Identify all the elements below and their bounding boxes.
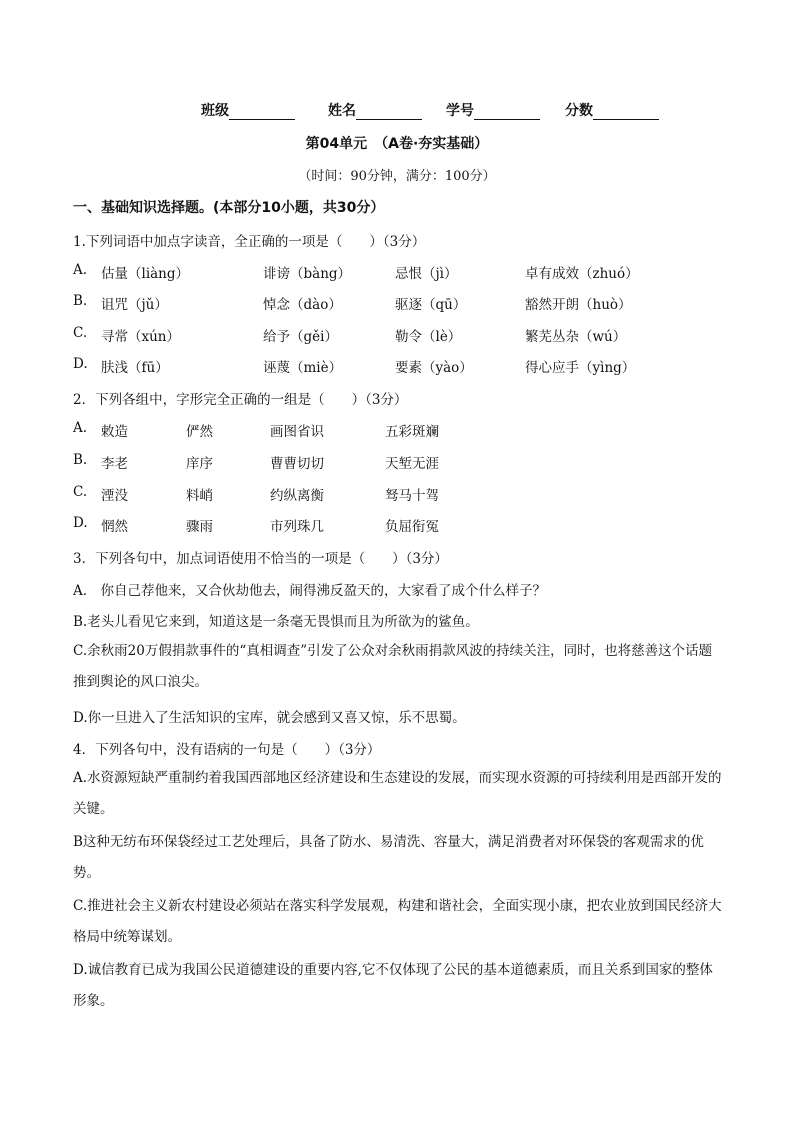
option-item: 李老: [101, 456, 128, 472]
question-3-option-c[interactable]: C.余秋雨20万假捐款事件的“真相调查”引发了公众对余秋雨捐款风波的持续关注，同时，也将慈善这个话题推到舆论的风口浪尖。: [73, 643, 713, 690]
option-item: 肤浅（fū）: [101, 360, 169, 376]
option-item: 给予（gěi）: [263, 329, 338, 345]
class-blank[interactable]: [229, 104, 295, 120]
score-blank[interactable]: [593, 104, 659, 120]
option-item: 敕造: [101, 424, 128, 440]
option-item: 诽谤（bàng）: [263, 266, 352, 282]
question-4-option-c[interactable]: C.推进社会主义新农村建设必须站在落实科学发展观，构建和谐社会，全面实现小康，把农业放到国民经济大格局中统筹谋划。: [73, 898, 722, 945]
option-letter: D.: [73, 515, 88, 531]
question-1-option-b[interactable]: [73, 293, 733, 313]
question-2-option-c[interactable]: [73, 484, 733, 504]
option-item: 豁然开朗（huò）: [525, 297, 632, 313]
option-item: 画图省识: [270, 424, 324, 440]
option-item: 庠序: [186, 456, 213, 472]
question-4-option-a[interactable]: A.水资源短缺严重制约着我国西部地区经济建设和生态建设的发展，而实现水资源的可持续利用是西部开发的关键。: [73, 770, 722, 817]
option-letter: A.: [73, 262, 88, 278]
option-item: 繁芜丛杂（wú）: [525, 329, 627, 345]
option-letter: C.: [73, 484, 88, 500]
option-letter: B.: [73, 293, 88, 309]
page-subtitle: （时间：90分钟，满分：100分）: [298, 169, 496, 184]
question-4-option-b[interactable]: B这种无纺布环保袋经过工艺处理后，具备了防水、易清洗、容量大，满足消费者对环保袋的客观需求的优势。: [73, 834, 704, 881]
score-field[interactable]: [565, 100, 659, 120]
option-item: 天堑无涯: [385, 456, 439, 472]
option-item: 惘然: [101, 519, 128, 535]
option-letter: A.: [73, 420, 88, 436]
section-heading: 一、基础知识选择题。(本部分10小题，共30分）: [73, 200, 385, 216]
option-item: 俨然: [186, 424, 213, 440]
option-item: 勒令（lè）: [395, 329, 462, 345]
question-1-option-a[interactable]: [73, 262, 733, 282]
page-title: 第04单元 （A卷·夯实基础）: [305, 136, 489, 152]
option-item: 曹曹切切: [270, 456, 324, 472]
question-2-stem: 2．下列各组中，字形完全正确的一组是（ ）（3分）: [73, 392, 408, 408]
student-info-fields: [0, 100, 794, 124]
option-item: 得心应手（yìng）: [525, 360, 636, 376]
option-item: 诅咒（jǔ）: [101, 297, 168, 313]
option-item: 负屈衔冤: [385, 519, 439, 535]
option-item: 五彩斑斓: [385, 424, 439, 440]
option-item: 约纵离衡: [270, 488, 324, 504]
option-item: 驽马十驾: [385, 488, 439, 504]
class-field[interactable]: [201, 100, 295, 120]
option-item: 悼念（dào）: [263, 297, 342, 313]
question-3-stem: 3．下列各句中，加点词语使用不恰当的一项是（ ）（3分）: [73, 551, 448, 567]
option-item: 寻常（xún）: [101, 329, 181, 345]
option-letter: D.: [73, 356, 88, 372]
option-item: 市列珠几: [270, 519, 324, 535]
name-field[interactable]: [328, 100, 422, 120]
question-3-option-d[interactable]: D.你一旦进入了生活知识的宝库，就会感到又喜又惊，乐不思蜀。: [73, 710, 466, 726]
option-item: 骤雨: [186, 519, 213, 535]
option-item: 要素（yào）: [395, 360, 473, 376]
question-1-option-c[interactable]: [73, 325, 733, 345]
question-2-option-a[interactable]: [73, 420, 733, 440]
option-letter: B.: [73, 452, 88, 468]
option-letter: C.: [73, 325, 88, 341]
student-id-blank[interactable]: [474, 104, 540, 120]
question-4-option-d[interactable]: D.诚信教育已成为我国公民道德建设的重要内容,它不仅体现了公民的基本道德素质，而且关系到国家的整体形象。: [73, 962, 713, 1009]
question-1-option-d[interactable]: [73, 356, 733, 376]
question-2-option-b[interactable]: [73, 452, 733, 472]
option-item: 湮没: [101, 488, 128, 504]
question-3-option-a[interactable]: A. 你自己荐他来，又合伙劫他去，闹得沸反盈天的，大家看了成个什么样子？: [73, 583, 547, 599]
option-item: 驱逐（qū）: [395, 297, 467, 313]
student-id-label: 学号: [446, 103, 474, 119]
score-label: 分数: [565, 103, 593, 119]
option-item: 诬蔑（miè）: [263, 360, 343, 376]
question-2-option-d[interactable]: [73, 515, 733, 535]
name-label: 姓名: [328, 103, 356, 119]
question-1-stem: 1.下列词语中加点字读音，全正确的一项是（ ）（3分）: [73, 234, 426, 250]
option-item: 估量（liàng）: [101, 266, 190, 282]
option-item: 料峭: [186, 488, 213, 504]
question-4-stem: 4．下列各句中，没有语病的一句是（ ）（3分）: [73, 742, 381, 758]
option-item: 忌恨（jì）: [395, 266, 458, 282]
name-blank[interactable]: [356, 104, 422, 120]
option-item: 卓有成效（zhuó）: [525, 266, 639, 282]
class-label: 班级: [201, 103, 229, 119]
question-3-option-b[interactable]: B.老头儿看见它来到，知道这是一条毫无畏惧而且为所欲为的鲨鱼。: [73, 614, 479, 630]
student-id-field[interactable]: [446, 100, 540, 120]
